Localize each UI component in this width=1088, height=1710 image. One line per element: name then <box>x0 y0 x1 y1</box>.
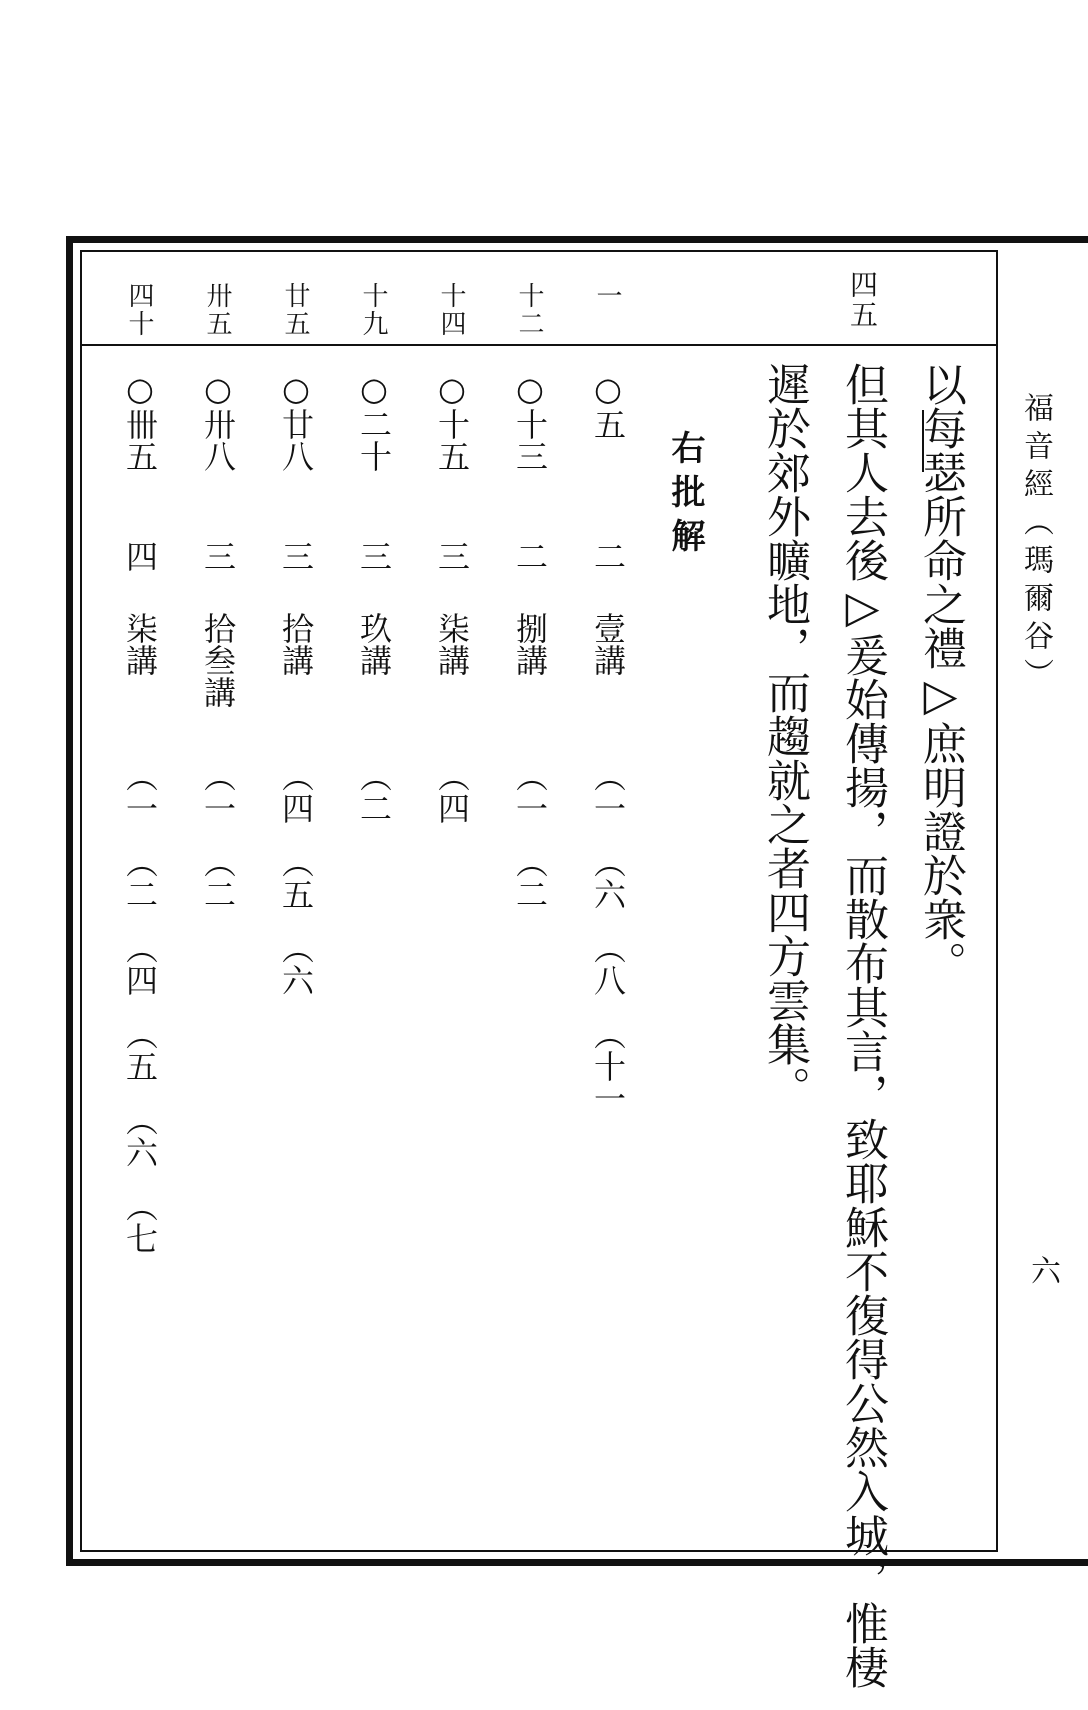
cross-reference: ○二十 <box>355 370 393 472</box>
ref-number: 十四 <box>436 282 466 338</box>
ref-number: 四十 <box>124 282 154 338</box>
cross-reference: ○卌五 <box>121 370 159 472</box>
cross-reference: ○十五 <box>433 370 471 472</box>
note-ref: （五 <box>121 1018 159 1082</box>
ref-number: 廿五 <box>280 282 310 338</box>
ref-number: 十九 <box>358 282 388 338</box>
lecture-label: 柒講 <box>121 612 159 676</box>
chapter-number: 四 <box>121 540 159 572</box>
commentary-heading: 右批解 <box>665 430 705 562</box>
chapter-number: 三 <box>355 540 393 572</box>
note-ref: （二 <box>121 846 159 910</box>
cross-reference: ○卅八 <box>199 370 237 472</box>
note-ref: （六 <box>277 932 315 996</box>
scripture-line-1: 以每瑟所命之禮▷庶明證於衆。 <box>915 362 966 985</box>
chapter-number: 三 <box>199 540 237 572</box>
note-ref: （六 <box>121 1104 159 1168</box>
page-number: 六 <box>1025 1255 1060 1285</box>
chapter-number: 二 <box>589 540 627 572</box>
note-ref: （一 <box>121 760 159 824</box>
note-ref: （一 <box>589 760 627 824</box>
proper-noun-mark <box>922 410 924 472</box>
note-ref: （二 <box>511 846 549 910</box>
note-ref: （四 <box>277 760 315 824</box>
cross-reference: ○五 <box>589 370 627 440</box>
note-ref: （四 <box>121 932 159 996</box>
note-ref: （八 <box>589 932 627 996</box>
scripture-line-3: 遲於郊外曠地，而趨就之者四方雲集。 <box>759 362 810 1110</box>
lecture-label: 柒講 <box>433 612 471 676</box>
note-ref: （四 <box>433 760 471 824</box>
note-ref: （十一 <box>589 1018 627 1114</box>
cross-reference: ○十三 <box>511 370 549 472</box>
chapter-number: 二 <box>511 540 549 572</box>
ref-number: 一 <box>592 282 622 310</box>
scripture-line-2: 但其人去後▷爰始傳揚，而散布其言，致耶穌不復得公然入城，惟棲 <box>837 362 888 1689</box>
note-ref: （一 <box>511 760 549 824</box>
lecture-label: 捌講 <box>511 612 549 676</box>
note-ref: （六 <box>589 846 627 910</box>
note-ref: （一 <box>199 760 237 824</box>
note-ref: （五 <box>277 846 315 910</box>
cross-reference: ○廿八 <box>277 370 315 472</box>
lecture-label: 壹講 <box>589 612 627 676</box>
chapter-number: 三 <box>433 540 471 572</box>
lecture-label: 拾叁講 <box>199 612 237 708</box>
lecture-label: 拾講 <box>277 612 315 676</box>
header-rule <box>80 344 998 346</box>
note-ref: （二 <box>199 846 237 910</box>
ref-number: 十二 <box>514 282 544 338</box>
ref-number: 卅五 <box>202 282 232 338</box>
note-ref: （二 <box>355 760 393 824</box>
verse-number: 四五 <box>846 270 879 330</box>
chapter-number: 三 <box>277 540 315 572</box>
running-title: 福音經（瑪爾谷） <box>1018 392 1053 696</box>
lecture-label: 玖講 <box>355 612 393 676</box>
note-ref: （七 <box>121 1190 159 1254</box>
